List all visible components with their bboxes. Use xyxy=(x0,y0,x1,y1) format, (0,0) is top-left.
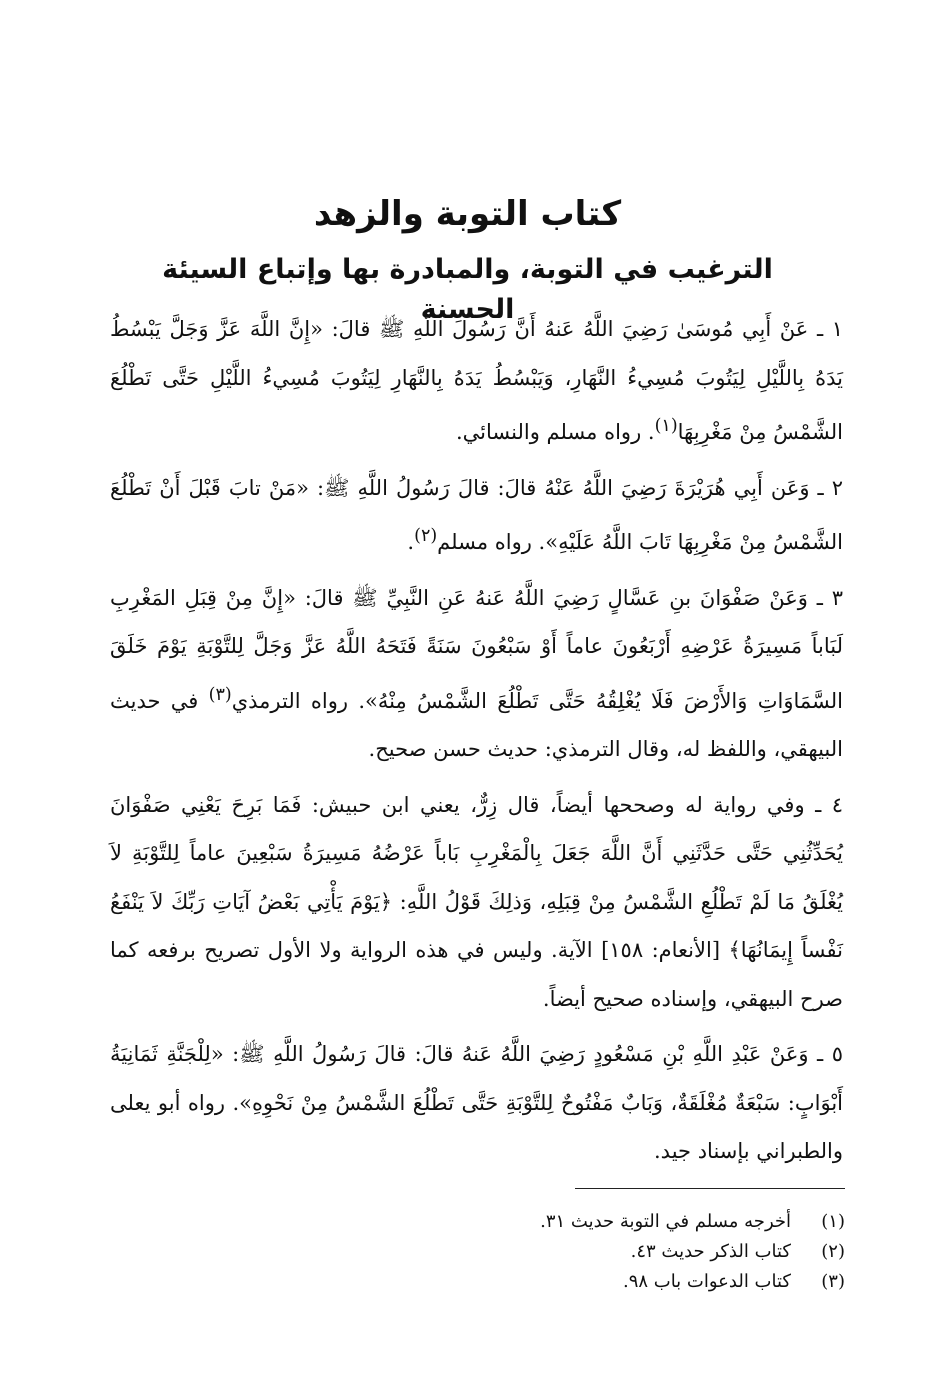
hadith-entry-3 xyxy=(110,574,843,774)
hadith-number: ٣ ـ xyxy=(816,585,843,610)
footnotes xyxy=(300,1207,845,1297)
hadith-entry-1 xyxy=(110,305,843,457)
hadith-number: ٤ ـ xyxy=(815,792,843,817)
hadith-source: . رواه مسلم والنسائي. xyxy=(455,420,655,444)
footnote-text: كتاب الذكر حديث ٤٣. xyxy=(630,1241,791,1262)
hadith-text: وفي رواية له وصححها أيضاً، قال زِرٌّ، يعني ابن حبيش: فَمَا بَرِحَ يَعْنِي صَفْوَانَ يُحَدِّثُنِي حَتَّى حَدَّثَنِي أَنَّ اللَّهَ جَعَلَ بِالْمَغْرِبِ بَاباً عَرْضُهُ مَسِيرَةُ سَبْعِينَ عاماً لِلتَّوْبَةِ لاَ يُغْلَقُ مَا لَمْ تَطْلُعِ الشَّمْسُ مِنْ قِبَلِهِ، وَذلِكَ قَوْلُ اللَّهِ: ﴿يَوْمَ يَأْتِي بَعْضُ آيَاتِ رَبِّكَ لاَ يَنْفَعُ نَفْساً إِيمَانُهَا﴾ [الأنعام: ١٥٨] الآية. وليس في هذه الرواية ولا الأول تصريح برفعه كما صرح البيهقي، وإسناده صحيح أيضاً. xyxy=(110,792,843,1011)
hadith-number: ١ ـ xyxy=(816,317,843,341)
hadith-text: عَنْ أَبِي مُوسَىٰ رَضِيَ اللَّهُ عَنهُ أَنَّ رَسُولَ اللَّهِ ﷺ قالَ: «إِنَّ اللَّهَ عَزَّ وَجَلَّ يَبْسُطُ يَدَهُ بِاللَّيْلِ لِيَتُوبَ مُسِيءُ النَّهَارِ، وَيَبْسُطُ يَدَهُ بِالنَّهَارِ لِيَتُوبَ مُسِيءُ اللَّيْلِ حَتَّى تَطْلُعَ الشَّمْسُ مِنْ مَغْرِبِهَا xyxy=(110,317,843,444)
footnote-marker: (٣) xyxy=(208,684,232,705)
footnote-number: (٢) xyxy=(821,1241,845,1262)
hadith-source: في حديث البيهقي، واللفظ له، وقال الترمذي: حديث حسن صحيح. xyxy=(110,688,843,761)
hadith-number: ٥ ـ xyxy=(817,1042,843,1066)
footnote-marker: (٢) xyxy=(414,526,438,546)
hadith-list xyxy=(110,305,843,1183)
hadith-text: وَعَن أَبِي هُرَيْرَةَ رَضِيَ اللَّهُ عَنْهُ قالَ: قالَ رَسُولُ اللَّهِ ﷺ: «مَنْ تابَ قَبْلَ أَنْ تَطْلُعَ الشَّمْسُ مِنْ مَغْرِبِهَا تَابَ اللَّهُ عَلَيْهِ». رواه مسلم xyxy=(110,475,843,554)
hadith-text: وَعَنْ عَبْدِ اللَّهِ بْنِ مَسْعُودٍ رَضِيَ اللَّهُ عَنهُ قالَ: قالَ رَسُولُ اللَّهِ ﷺ: «لِلْجَنَّةِ ثَمَانِيَةُ أَبْوَابٍ: سَبْعَةٌ مُغْلَقَةٌ، وَبَابٌ مَفْتُوحٌ لِلتَّوْبَةِ حَتَّى تَطْلُعَ الشَّمْسُ مِنْ نَحْوِهِ». رواه أبو يعلى والطبراني بإسناد جيد. xyxy=(110,1042,843,1163)
chapter-title: الترغيب في التوبة، والمبادرة بها وإتباع السيئة الحسنة xyxy=(162,254,773,325)
footnote-divider xyxy=(575,1188,845,1189)
hadith-entry-2 xyxy=(110,464,843,567)
footnote-3 xyxy=(300,1267,845,1297)
footnote-1 xyxy=(300,1207,845,1237)
footnote-text: كتاب الدعوات باب ٩٨. xyxy=(622,1271,791,1292)
hadith-entry-4 xyxy=(110,781,843,1024)
footnote-number: (١) xyxy=(821,1211,845,1232)
footnote-2 xyxy=(300,1237,845,1267)
footnote-number: (٣) xyxy=(821,1271,845,1292)
hadith-source: . xyxy=(407,530,415,554)
hadith-text: وَعَنْ صَفْوَانَ بنِ عَسَّالٍ رَضِيَ اللَّهُ عَنهُ عَنِ النَّبِيِّ ﷺ قالَ: «إِنَّ مِنْ قِبَلِ المَغْرِبِ لَبَاباً مَسِيرَةُ عَرْضِهِ أَرْبَعُونَ عاماً أَوْ سَبْعُونَ سَنَةً فَتَحَهُ اللَّهُ عَزَّ وَجَلَّ لِلتَّوْبَةِ يَوْمَ خَلَقَ السَّمَاوَاتِ وَالأَرْضَ فَلَا يُغْلِقُهُ حَتَّى تَطْلُعَ الشَّمْسُ مِنْهُ». رواه الترمذي xyxy=(110,585,843,713)
hadith-number: ٢ ـ xyxy=(817,475,844,500)
footnote-marker: (١) xyxy=(654,416,678,436)
hadith-entry-5 xyxy=(110,1030,843,1176)
book-title: كتاب التوبة والزهد xyxy=(313,194,622,234)
footnote-text: أخرجه مسلم في التوبة حديث ٣١. xyxy=(540,1211,791,1232)
